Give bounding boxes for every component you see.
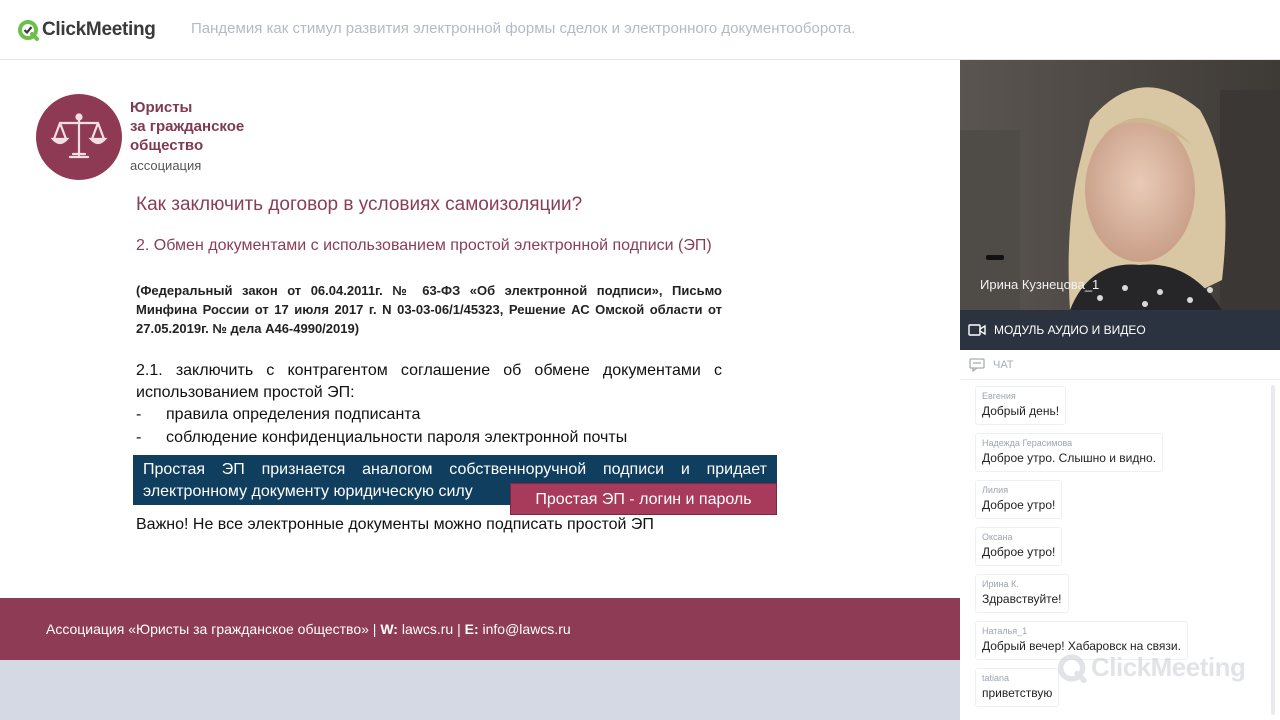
bullet-item — [136, 429, 627, 447]
audio-video-module-bar[interactable] — [960, 310, 1280, 350]
chat-text: Доброе утро! — [982, 545, 1056, 559]
chat-label: ЧАТ — [993, 358, 1014, 371]
chat-text: приветствую — [982, 686, 1053, 700]
chat-author: Евгения — [982, 391, 1016, 401]
chat-text: Здравствуйте! — [982, 592, 1062, 606]
chat-text: Доброе утро! — [982, 498, 1056, 512]
org-name — [130, 98, 244, 155]
footer-email: info@lawcs.ru — [482, 621, 571, 637]
chat-text: Доброе утро. Слышно и видно. — [982, 451, 1156, 465]
slide-point: 2.1. заключить с контрагентом соглашение об обмене документами с использованием простой ЭП: — [136, 362, 722, 401]
chat-author: Наталья_1 — [982, 626, 1028, 636]
highlight-box-pink: Простая ЭП - логин и пароль — [510, 483, 777, 515]
footer-separator: | — [372, 621, 377, 637]
watermark-text: ClickMeeting — [1091, 652, 1246, 682]
clickmeeting-watermark — [1058, 652, 1245, 683]
webcam-video[interactable] — [960, 60, 1280, 310]
chat-message — [975, 527, 1062, 566]
slide-footer — [0, 598, 960, 660]
chat-author: Лилия — [982, 485, 1009, 495]
bullet-text: правила определения подписанта — [166, 406, 421, 423]
chat-message — [975, 386, 1066, 425]
chat-author: Надежда Герасимова — [982, 438, 1073, 448]
footer-association: Ассоциация «Юристы за гражданское общество» — [46, 621, 369, 637]
bullet-item — [136, 406, 420, 424]
highlight-box-blue: Простая ЭП признается аналогом собственноручной подписи и придает электронному документу юридическую силу — [133, 455, 777, 505]
bullet-marker: - — [136, 406, 142, 423]
footer-web: lawcs.ru — [401, 621, 454, 637]
footer-email-label: E: — [464, 621, 479, 637]
scales-of-justice-logo — [36, 94, 122, 180]
participant-name: Ирина Кузнецова_1 — [980, 277, 1100, 292]
chat-message — [975, 668, 1059, 707]
chat-header[interactable] — [960, 350, 1280, 380]
chat-message — [975, 433, 1163, 472]
chat-scrollbar[interactable] — [1271, 385, 1275, 715]
footer-separator: | — [457, 621, 461, 637]
org-name-line: Юристы — [130, 99, 193, 116]
chat-text: Добрый день! — [982, 404, 1060, 418]
org-name-line: за гражданское — [130, 118, 245, 135]
chat-message — [975, 480, 1062, 519]
module-label: МОДУЛЬ АУДИО И ВИДЕО — [994, 323, 1146, 337]
warning-text: Важно! Не все электронные документы можно подписать простой ЭП — [136, 516, 654, 533]
chat-message — [975, 574, 1069, 613]
org-name-line: общество — [130, 137, 204, 154]
footer-web-label: W: — [380, 621, 398, 637]
watermark-logo-icon — [1058, 653, 1088, 683]
presentation-slide — [0, 60, 960, 600]
slide-subheading: 2. Обмен документами с использованием простой электронной подписи (ЭП) — [136, 237, 712, 254]
slide-heading: Как заключить договор в условиях самоизоляции? — [136, 194, 583, 215]
presenter-video-image — [960, 60, 1280, 310]
top-bar — [0, 0, 1280, 60]
chat-author: tatiana — [982, 673, 1010, 683]
org-subtitle: ассоциация — [130, 158, 202, 173]
video-camera-icon — [968, 324, 986, 336]
bullet-marker: - — [136, 429, 142, 446]
chat-icon — [969, 358, 985, 372]
brand-logo[interactable] — [18, 17, 156, 43]
chat-author: Ирина К. — [982, 579, 1019, 589]
chat-author: Оксана — [982, 532, 1013, 542]
clickmeeting-logo-icon — [18, 19, 40, 41]
meeting-title: Пандемия как стимул развития электронной формы сделок и электронного документооборота. — [191, 20, 856, 37]
brand-name: ClickMeeting — [42, 19, 156, 40]
chat-text: Добрый вечер! Хабаровск на связи. — [982, 639, 1181, 653]
law-reference: (Федеральный закон от 06.04.2011г. № 63-ФЗ «Об электронной подписи», Письмо Минфина России от 17 июля 2017 г. N 03-03-06/1/45323, Решение АС Омской области от 27.05.2019г. № дела А46-4990/2019) — [136, 283, 722, 336]
bullet-text: соблюдение конфиденциальности пароля электронной почты — [166, 429, 628, 446]
scales-icon — [50, 111, 108, 163]
